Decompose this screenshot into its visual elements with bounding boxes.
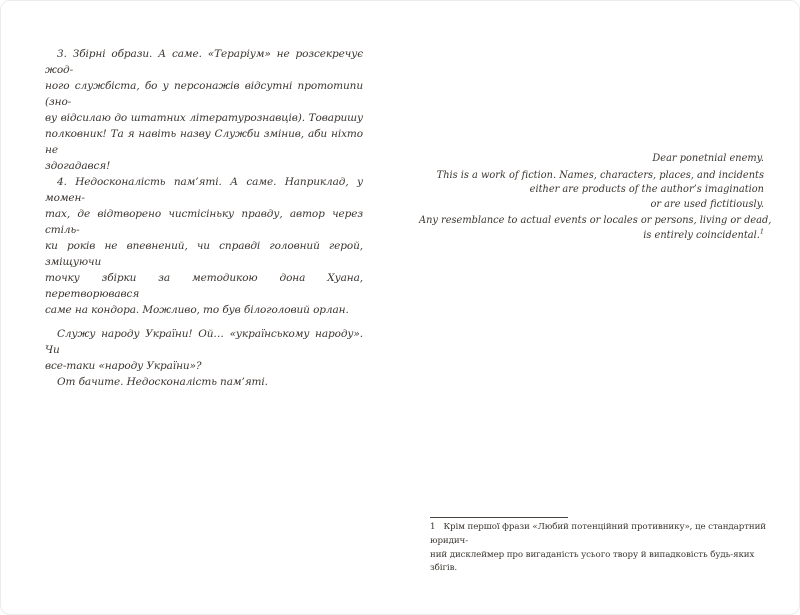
epigraph-line: either are products of the author’s imagination (529, 184, 764, 195)
epigraph-paragraph (419, 214, 772, 243)
body-text-line: полковник! Та я навіть назву Служби змінив, аби ніхто не (45, 128, 363, 156)
body-text-line: 4. Недосконалість пам’яті. А саме. Наприклад, у момен- (45, 176, 363, 204)
body-text-line: ки років не впевнений, чи справді головний герой, зміщуючи (45, 240, 363, 268)
epigraph-line: Any resemblance to actual events or locales or persons, living or dead, (419, 215, 772, 226)
footnote-line: ний дисклеймер про вигаданість усього твору й випадковість будь-яких збігів. (430, 549, 755, 574)
footnote-line: 1 Крім першої фрази «Любий потенційний противнику», це стандартний юридич- (430, 522, 766, 546)
body-text-line: ного службіста, бо у персонажів відсутні прототипи (зно- (45, 80, 363, 108)
body-text-block (45, 46, 363, 390)
epigraph-paragraph (419, 152, 764, 167)
epigraph-line: is entirely coincidental.$^1$ (643, 227, 764, 241)
body-text-line: здогадався! (45, 160, 111, 172)
epigraph-line: or are used fictitiously. (650, 198, 764, 210)
footnote-text (430, 521, 766, 576)
body-text-line: саме на кондора. Можливо, то був білоголовий орлан. (45, 304, 349, 316)
body-text-line: ву відсилаю до штатних літературознавців). Товаришу (45, 112, 363, 124)
body-text-line: От бачите. Недосконалість пам’яті. (57, 376, 268, 388)
footnote-rule (430, 517, 568, 518)
footnote-block (430, 517, 766, 576)
body-text-line: 3. Збірні образи. А саме. «Тераріум» не розсекречує жод- (45, 48, 363, 76)
epigraph-block (419, 152, 772, 245)
epigraph-line: Dear ponetnial enemy. (652, 153, 764, 164)
epigraph-line: This is a work of fiction. Names, characters, places, and incidents (436, 169, 764, 181)
body-text-line: Служу народу України! Ой… «українському народу». Чи (45, 328, 363, 356)
paragraph-gap (45, 318, 363, 326)
footnote-reference: 1 (759, 227, 764, 236)
body-text-line: все-таки «народу України»? (45, 360, 202, 372)
body-text-line: точку збірки за методикою дона Хуана, перетворювався (45, 272, 363, 300)
page-right (401, 1, 800, 614)
epigraph-paragraph (419, 169, 764, 213)
body-text-line: тах, де відтворено чистісіньку правду, автор через стіль- (45, 208, 363, 236)
footnote-marker: 1 (430, 522, 436, 532)
page-left (1, 1, 401, 614)
